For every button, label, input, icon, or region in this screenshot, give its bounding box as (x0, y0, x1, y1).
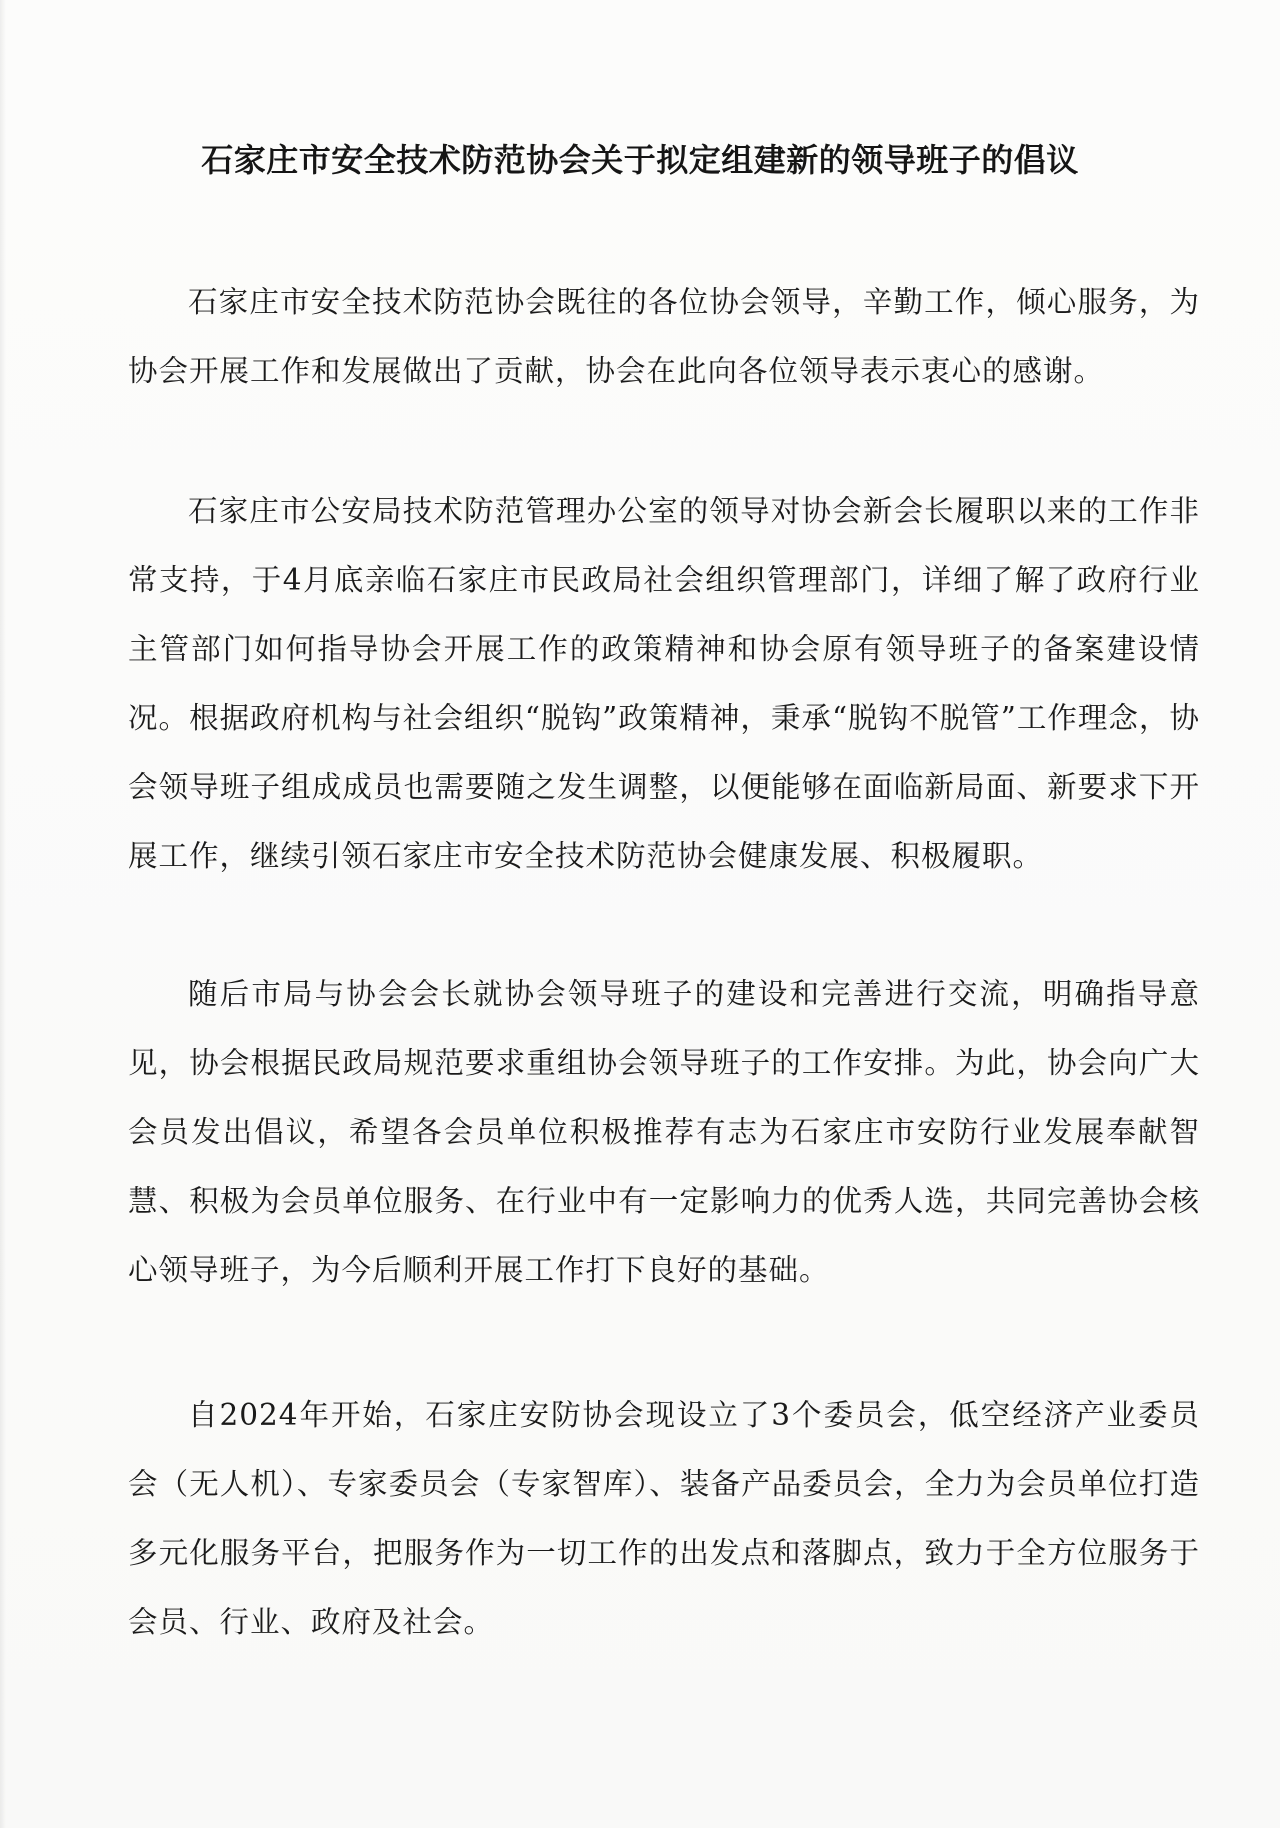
document-title: 石家庄市安全技术防范协会关于拟定组建新的领导班子的倡议 (201, 141, 1079, 179)
paragraph-thanks: 石家庄市安全技术防范协会既往的各位协会领导，辛勤工作，倾心服务，为协会开展工作和发展做出了贡献，协会在此向各位领导表示衷心的感谢。 (128, 285, 1200, 388)
page-edge-shadow (0, 0, 6, 1828)
paragraph-committees: 自2024年开始，石家庄安防协会现设立了3个委员会，低空经济产业委员会（无人机）、专家委员会（专家智库）、装备产品委员会，全力为会员单位打造多元化服务平台，把服务作为一切工作的出发点和落脚点，致力于全方位服务于会员、行业、政府及社会。 (128, 1398, 1200, 1639)
paragraph-background: 石家庄市公安局技术防范管理办公室的领导对协会新会长履职以来的工作非常支持，于4月底亲临石家庄市民政局社会组织管理部门，详细了解了政府行业主管部门如何指导协会开展工作的政策精神和协会原有领导班子的备案建设情况。根据政府机构与社会组织“脱钩”政策精神，秉承“脱钩不脱管”工作理念，协会领导班子组成成员也需要随之发生调整，以便能够在面临新局面、新要求下开展工作，继续引领石家庄市安全技术防范协会健康发展、积极履职。 (128, 494, 1200, 873)
paragraph-proposal: 随后市局与协会会长就协会领导班子的建设和完善进行交流，明确指导意见，协会根据民政局规范要求重组协会领导班子的工作安排。为此，协会向广大会员发出倡议，希望各会员单位积极推荐有志为石家庄市安防行业发展奉献智慧、积极为会员单位服务、在行业中有一定影响力的优秀人选，共同完善协会核心领导班子，为今后顺利开展工作打下良好的基础。 (128, 977, 1200, 1287)
